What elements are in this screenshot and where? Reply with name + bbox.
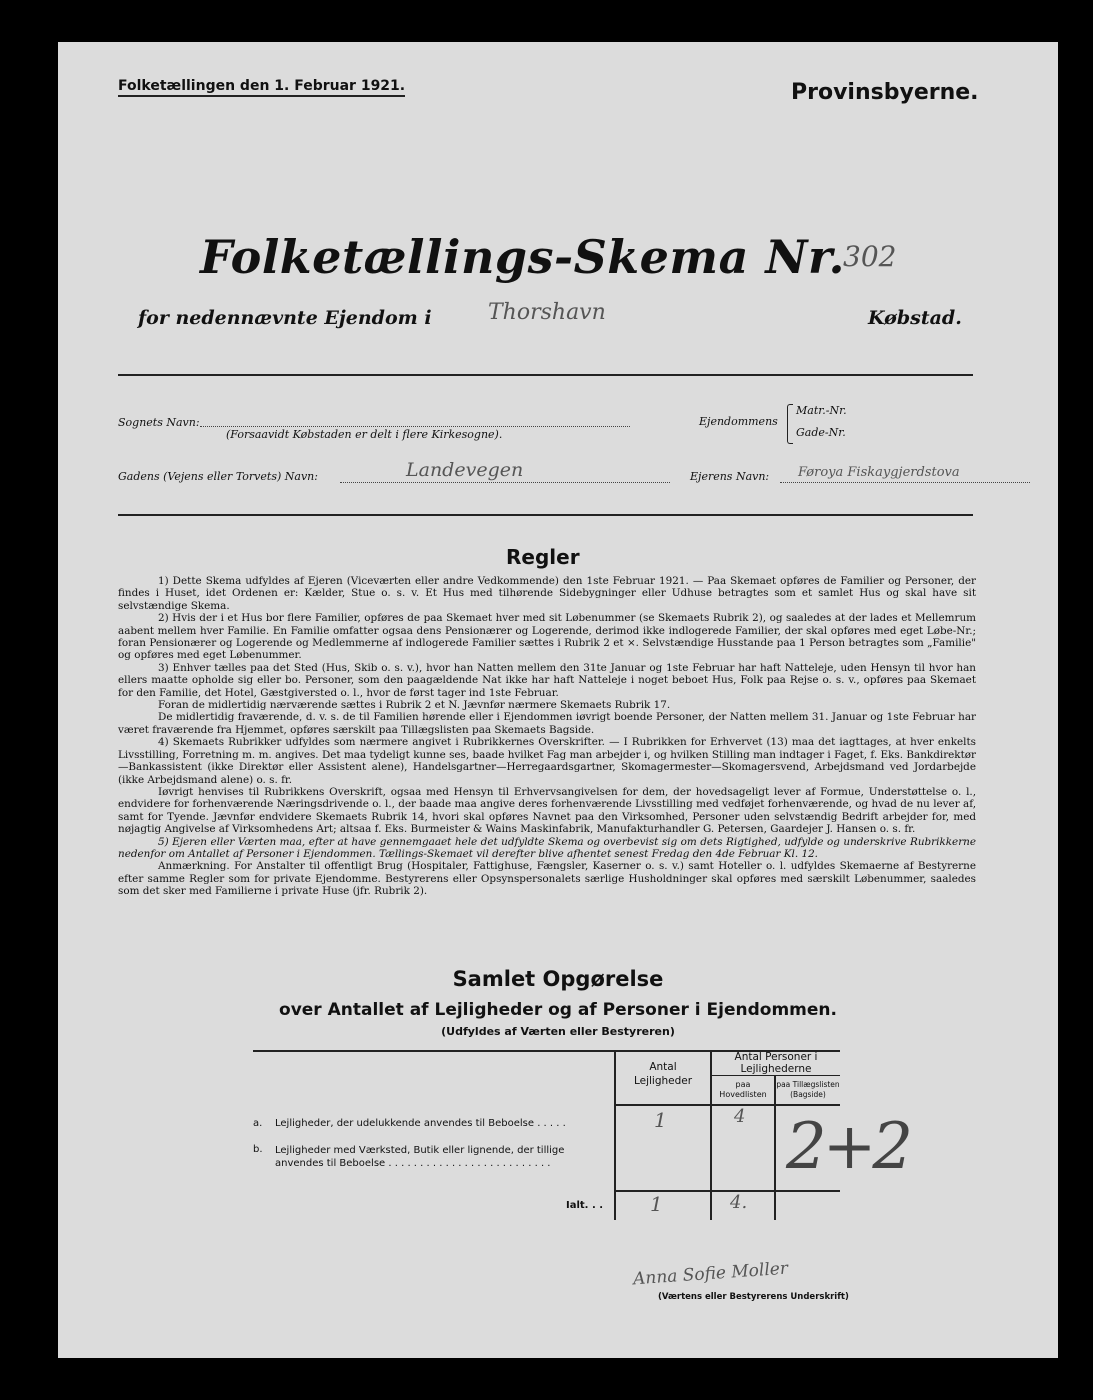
summary-heading: Samlet Opgørelse	[452, 967, 664, 991]
rule-1: 1) Dette Skema udfyldes af Ejeren (Viceværten eller andre Vedkommende) den 1ste Februar 1921. — Paa Skemaet opføres de Familier og Personer, der findes i Huset, idet Ordenen er: Kælder, Stue o. s. v. Et Hus med tilhørende Sidebygninger eller Udhuse betragtes som et samlet Hus og skal have sit selvstændige Skema.	[118, 575, 976, 612]
col-personer-header: Antal Personer i Lejlighederne	[734, 1051, 818, 1075]
rule-4-note: Iøvrigt henvises til Rubrikkens Overskrift, ogsaa med Hensyn til Erhvervsangivelsen for dem, der hovedsageligt lever af Formue, Understøttelse o. l., endvidere for forhenværende Næringsdrivende o. l., der baade maa angive deres forhenværende Livsstilling med vedføjet forhenværende, og hvad de nu lever af, samt for Tyende. Jævnfør endvidere Skemaets Rubrik 14, hvori skal opføres Navnet paa den Virksomhed, Personer uden selvstændig Bedrift arbejder for, med nøjagtig Angivelse af Virksomhedens Art; altsaa f. Eks. Burmeister & Wains Maskinfabrik, Manufakturhandler G. Petersen, Gaardejer J. Hansen o. s. fr.	[118, 785, 976, 836]
rules-body	[118, 575, 976, 898]
ejer-label: Ejerens Navn:	[690, 470, 770, 483]
gade-navn-label: Gadens (Vejens eller Torvets) Navn:	[118, 470, 318, 483]
table-col-line-1	[614, 1050, 616, 1220]
tillaeg-value: 2+2	[786, 1110, 910, 1184]
row-b-key: b.	[253, 1144, 263, 1155]
census-label: Folketællingen den 1. Februar 1921.	[118, 78, 405, 97]
rules-heading: Regler	[506, 545, 580, 569]
region-label: Provinsbyerne.	[791, 80, 979, 105]
rule-4: 4) Skemaets Rubrikker udfyldes som nærmere angivet i Rubrikkernes Overskrifter. — I Rubrikken for Erhvervet (13) maa det iagttages, at hver enkelts Livsstilling, Forretning m. m. angives. Det maa tydeligt kunne ses, baade hvilket Fag man arbejder i, og hvilken Stilling man indtager i Faget, f. Eks. Bankdirektør—Bankassistent (ikke Direktør eller Assistent alene), Handelsgartner—Herregaardsgartner, Skomagermester—Skomagersvend, Arbejdsmand ved Jordarbejde (ikke Arbejdsmand alene) o. s. fr.	[118, 736, 976, 786]
row-b-label: Lejligheder med Værksted, Butik eller lignende, der tillige anvendes til Beboelse . . . . . . . . . . . . . . . . . . . . . . . . . .	[275, 1145, 565, 1169]
ialt-hoved: 4.	[730, 1192, 748, 1213]
gade-navn-value: Landevegen	[406, 459, 524, 481]
sogn-dots	[200, 426, 630, 427]
form-number: 302	[843, 240, 897, 273]
col-hoved-header: paa Hovedlisten	[719, 1080, 767, 1099]
table-header-mid-line	[710, 1075, 840, 1076]
rule-3: 3) Enhver tælles paa det Sted (Hus, Skib o. s. v.), hvor han Natten mellem den 31te Januar og 1ste Februar har haft Natteleje, uden Hensyn til hvor han ellers maatte opholde sig eller bo. Personer, som den paagældende Nat ikke har haft Natteleje i noget beboet Hus, Folk paa Rejse o. s. v., opføres paa Skemaet for den Familie, det Hotel, Gæstgiversted o. l., hvor de først tager ind 1ste Februar.	[118, 661, 976, 699]
rule-2: 2) Hvis der i et Hus bor flere Familier, opføres de paa Skemaet hver med sit Løbenummer (se Skemaets Rubrik 2), og saaledes at der lades et Mellemrum aabent mellem hver Familie. En Familie omfatter ogsaa dens Pensionærer og Logerende, derimod ikke indlogerede Familier, der skal opføres med eget Løbe-Nr.; foran Pensionærer og Logerende og Medlemmerne af indlogerede Familier sættes i Rubrik 2 et ×. Selvstændige Husstande paa 1 Person betragtes som „Familie" og opføres med eget Løbenummer.	[118, 612, 976, 662]
col-tillaeg-header: paa Tillægslisten (Bagside)	[776, 1080, 840, 1099]
divider-1	[118, 374, 973, 376]
ejer-dots	[780, 482, 1030, 483]
form-subtitle: for nedennævnte Ejendom i	[138, 307, 432, 329]
sogn-label: Sognets Navn:	[118, 416, 200, 429]
remark: Anmærkning. For Anstalter til offentligt Brug (Hospitaler, Fattighuse, Fængsler, Kaserner o. s. v.) samt Hoteller o. l. udfyldes Skemaerne af Bestyrerne efter samme Regler som for private Ejendomme. Bestyrerens eller Opsynspersonalets særlige Husholdninger skal opføres med særskilt Løbenummer, saaledes som det sker med Familierne i private Huse (jfr. Rubrik 2).	[118, 860, 976, 898]
table-header-bottom-line	[614, 1104, 840, 1106]
ejendom-label: Ejendommens	[699, 415, 778, 428]
town-name: Thorshavn	[488, 300, 606, 325]
rule-3-note-2: De midlertidig fraværende, d. v. s. de til Familien hørende eller i Ejendommen iøvrigt boende Personer, der Natten mellem 31. Januar og 1ste Februar har været fraværende fra Hjemmet, opføres særskilt paa Tillægslisten paa Skemaets Bagside.	[118, 711, 976, 736]
divider-2	[118, 514, 973, 516]
row-a-key: a.	[253, 1118, 263, 1129]
ejer-value: Føroya Fiskaygjerdstova	[798, 465, 960, 480]
table-sum-line	[614, 1190, 840, 1192]
form-title: Folketællings-Skema Nr.	[200, 230, 845, 284]
row-a-label: Lejligheder, der udelukkende anvendes til Beboelse . . . . .	[275, 1118, 566, 1129]
signature: Anna Sofie Moller	[632, 1258, 789, 1290]
col-antal-header: Antal Lejligheder	[633, 1061, 693, 1087]
signature-label: (Værtens eller Bestyrerens Underskrift)	[658, 1292, 849, 1302]
census-form-page	[58, 42, 1058, 1358]
ialt-label: Ialt. . .	[566, 1200, 604, 1211]
sogn-note: (Forsaavidt Købstaden er delt i flere Kirkesogne).	[226, 428, 503, 441]
rule-3-note-1: Foran de midlertidig nærværende sættes i Rubrik 2 et N. Jævnfør nærmere Skemaets Rubrik 17.	[158, 699, 671, 712]
row-a-antal: 1	[654, 1108, 667, 1132]
ialt-antal: 1	[650, 1192, 663, 1216]
summary-note: (Udfyldes af Værten eller Bestyreren)	[441, 1025, 675, 1038]
kobstad-label: Købstad.	[868, 307, 962, 329]
gade-navn-dots	[340, 482, 670, 483]
rule-5: 5) Ejeren eller Værten maa, efter at have gennemgaaet hele det udfyldte Skema og overbevist sig om dets Rigtighed, udfylde og underskrive Rubrikkerne nedenfor om Antallet af Personer i Ejendommen. Tællings-Skemaet vil derefter blive afhentet senest Fredag den 4de Februar Kl. 12.	[118, 835, 976, 860]
ejendom-brace	[787, 404, 793, 444]
matr-label: Matr.-Nr.	[796, 404, 847, 417]
gade-nr-label: Gade-Nr.	[796, 426, 846, 439]
summary-subheading: over Antallet af Lejligheder og af Personer i Ejendommen.	[279, 1000, 837, 1020]
row-a-hoved: 4	[734, 1106, 746, 1127]
